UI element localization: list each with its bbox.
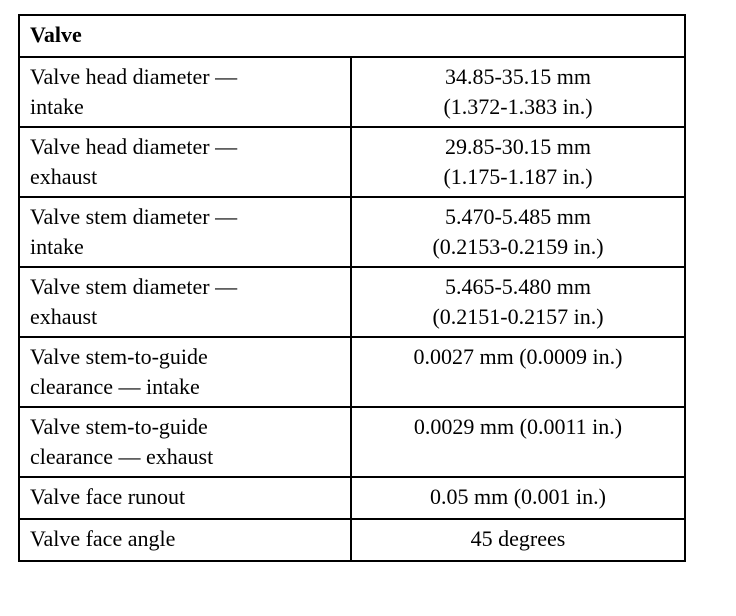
spec-value <box>351 267 685 337</box>
spec-label <box>19 57 351 127</box>
spec-label <box>19 197 351 267</box>
spec-label-line: exhaust <box>30 164 98 189</box>
spec-label-line: Valve stem-to-guide <box>30 414 208 439</box>
spec-label <box>19 407 351 477</box>
spec-value-line: (0.2153-0.2159 in.) <box>432 234 604 259</box>
spec-value <box>351 127 685 197</box>
spec-label-line: Valve face runout <box>30 484 186 509</box>
spec-value <box>351 57 685 127</box>
spec-value-line: 0.0027 mm (0.0009 in.) <box>413 344 623 369</box>
spec-value-line: 5.470-5.485 mm <box>444 204 592 229</box>
spec-label <box>19 127 351 197</box>
spec-value <box>351 337 685 407</box>
spec-value-line: (1.175-1.187 in.) <box>443 164 593 189</box>
spec-label-line: clearance — intake <box>30 374 200 399</box>
table-row <box>19 337 685 407</box>
spec-label <box>19 267 351 337</box>
valve-spec-table <box>18 14 686 562</box>
spec-label-line: Valve stem diameter — <box>30 204 238 229</box>
table-row <box>19 267 685 337</box>
spec-label-line: Valve stem diameter — <box>30 274 238 299</box>
table-row <box>19 57 685 127</box>
spec-value-line: 0.0029 mm (0.0011 in.) <box>413 414 623 439</box>
spec-value-line: 45 degrees <box>470 526 566 551</box>
spec-value-line: 5.465-5.480 mm <box>444 274 592 299</box>
table-row <box>19 407 685 477</box>
spec-label <box>19 519 351 561</box>
spec-value <box>351 519 685 561</box>
spec-label <box>19 477 351 519</box>
spec-value <box>351 407 685 477</box>
table-header-row <box>19 15 685 57</box>
spec-value-line: 0.05 mm (0.001 in.) <box>430 484 606 509</box>
spec-value-line: (0.2151-0.2157 in.) <box>432 304 604 329</box>
spec-label-line: exhaust <box>30 304 98 329</box>
spec-label-line: Valve head diameter — <box>30 134 238 159</box>
spec-value <box>351 477 685 519</box>
table-row <box>19 519 685 561</box>
spec-label-line: Valve head diameter — <box>30 64 238 89</box>
table-row <box>19 477 685 519</box>
spec-value-line: (1.372-1.383 in.) <box>443 94 593 119</box>
spec-value-line: 34.85-35.15 mm <box>444 64 592 89</box>
spec-label <box>19 337 351 407</box>
spec-label-line: Valve face angle <box>30 526 176 551</box>
table-row <box>19 127 685 197</box>
spec-value-line: 29.85-30.15 mm <box>444 134 592 159</box>
spec-label-line: intake <box>30 94 84 119</box>
table-title: Valve <box>19 15 685 57</box>
spec-label-line: intake <box>30 234 84 259</box>
spec-label-line: clearance — exhaust <box>30 444 214 469</box>
spec-value <box>351 197 685 267</box>
table-row <box>19 197 685 267</box>
spec-label-line: Valve stem-to-guide <box>30 344 208 369</box>
